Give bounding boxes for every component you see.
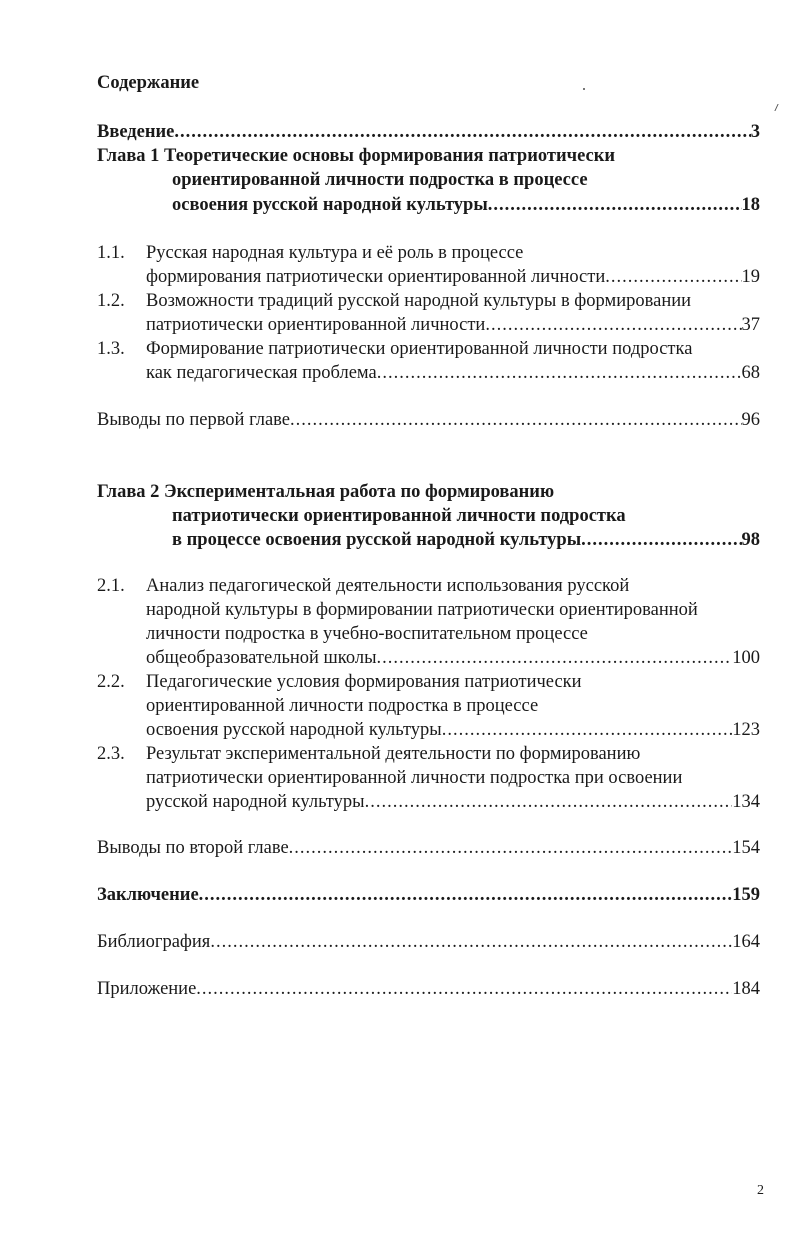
- section-title-line[interactable]: Возможности традиций русской народной культуры в формировании: [146, 291, 692, 311]
- leader-dots: [442, 718, 733, 742]
- toc-entry-intro[interactable]: [97, 120, 760, 144]
- section-title-line[interactable]: Педагогические условия формирования патриотически: [146, 672, 582, 692]
- chapter2-title-line[interactable]: патриотически ориентированной личности подростка: [172, 506, 626, 526]
- chapter1-title-line[interactable]: ориентированной личности подростка в процессе: [172, 170, 588, 190]
- leader-dots: [289, 836, 733, 860]
- toc-entry-page: 37: [741, 315, 760, 335]
- toc-entry-title: Выводы по первой главе: [97, 410, 291, 430]
- toc-entry-title: Библиография: [97, 932, 211, 952]
- toc-entry-title: Приложение: [97, 979, 197, 999]
- leader-dots: [290, 408, 741, 432]
- section-number: 1.1.: [97, 243, 125, 263]
- toc-entry-page: 18: [741, 195, 760, 215]
- leader-dots: [174, 120, 750, 144]
- page-number: 2: [757, 1183, 764, 1198]
- scan-speck: [774, 104, 778, 111]
- section-title-line[interactable]: народной культуры в формировании патриотически ориентированной: [146, 600, 698, 620]
- leader-dots: [377, 361, 742, 385]
- section-title-line[interactable]: ориентированной личности подростка в процессе: [146, 696, 539, 716]
- toc-entry-page: 164: [732, 932, 760, 952]
- toc-entry-title: в процессе освоения русской народной культуры: [172, 530, 582, 550]
- leader-dots: [485, 313, 741, 337]
- section-title-line[interactable]: Анализ педагогической деятельности использования русской: [146, 576, 630, 596]
- toc-entry-page: 96: [741, 410, 760, 430]
- section-title-line[interactable]: патриотически ориентированной личности подростка при освоении: [146, 768, 683, 788]
- toc-entry-title: Заключение: [97, 885, 199, 905]
- toc-entry-section-2-3[interactable]: [146, 790, 760, 814]
- toc-entry-title: патриотически ориентированной личности: [146, 315, 486, 335]
- toc-heading: Содержание: [97, 73, 200, 93]
- toc-entry-title: как педагогическая проблема: [146, 363, 377, 383]
- toc-entry-page: 98: [741, 530, 760, 550]
- toc-entry-title: освоения русской народной культуры: [172, 195, 488, 215]
- leader-dots: [365, 790, 733, 814]
- section-number: 2.1.: [97, 576, 125, 596]
- toc-entry-title: Введение: [97, 122, 175, 142]
- toc-entry-title: освоения русской народной культуры: [146, 720, 442, 740]
- section-title-line[interactable]: Формирование патриотически ориентированной личности подростка: [146, 339, 693, 359]
- leader-dots: [377, 646, 733, 670]
- toc-entry-page: 100: [732, 648, 760, 668]
- toc-entry-conclusion[interactable]: [97, 883, 760, 907]
- toc-entry-chapter2[interactable]: [172, 528, 760, 552]
- toc-entry-section-2-1[interactable]: [146, 646, 760, 670]
- toc-entry-conclusions-1[interactable]: [97, 408, 760, 432]
- section-title-line[interactable]: Русская народная культура и её роль в процессе: [146, 243, 524, 263]
- toc-entry-page: 154: [732, 838, 760, 858]
- toc-entry-page: 159: [732, 885, 760, 905]
- leader-dots: [605, 265, 741, 289]
- toc-entry-section-2-2[interactable]: [146, 718, 760, 742]
- toc-entry-section-1-2[interactable]: [146, 313, 760, 337]
- chapter2-title-line[interactable]: Глава 2 Экспериментальная работа по формированию: [97, 482, 555, 502]
- toc-entry-page: 134: [732, 792, 760, 812]
- toc-entry-title: русской народной культуры: [146, 792, 365, 812]
- leader-dots: [196, 977, 732, 1001]
- toc-entry-page: 68: [741, 363, 760, 383]
- toc-entry-page: 3: [750, 122, 760, 142]
- chapter1-title-line[interactable]: Глава 1 Теоретические основы формирования патриотически: [97, 146, 616, 166]
- toc-entry-page: 123: [732, 720, 760, 740]
- toc-entry-title: Выводы по второй главе: [97, 838, 289, 858]
- leader-dots: [210, 930, 732, 954]
- toc-entry-bibliography[interactable]: [97, 930, 760, 954]
- toc-entry-title: общеобразовательной школы: [146, 648, 377, 668]
- toc-entry-section-1-1[interactable]: [146, 265, 760, 289]
- toc-entry-appendix[interactable]: [97, 977, 760, 1001]
- section-number: 2.3.: [97, 744, 125, 764]
- toc-entry-title: формирования патриотически ориентированной личности: [146, 267, 606, 287]
- leader-dots: [488, 193, 742, 217]
- toc-entry-section-1-3[interactable]: [146, 361, 760, 385]
- leader-dots: [581, 528, 741, 552]
- section-number: 2.2.: [97, 672, 125, 692]
- scan-speck: [583, 88, 585, 90]
- leader-dots: [199, 883, 733, 907]
- section-number: 1.3.: [97, 339, 125, 359]
- section-title-line[interactable]: личности подростка в учебно-воспитательном процессе: [146, 624, 588, 644]
- toc-entry-chapter1[interactable]: [172, 193, 760, 217]
- toc-entry-conclusions-2[interactable]: [97, 836, 760, 860]
- section-title-line[interactable]: Результат экспериментальной деятельности по формированию: [146, 744, 641, 764]
- toc-entry-page: 184: [732, 979, 760, 999]
- toc-entry-page: 19: [741, 267, 760, 287]
- section-number: 1.2.: [97, 291, 125, 311]
